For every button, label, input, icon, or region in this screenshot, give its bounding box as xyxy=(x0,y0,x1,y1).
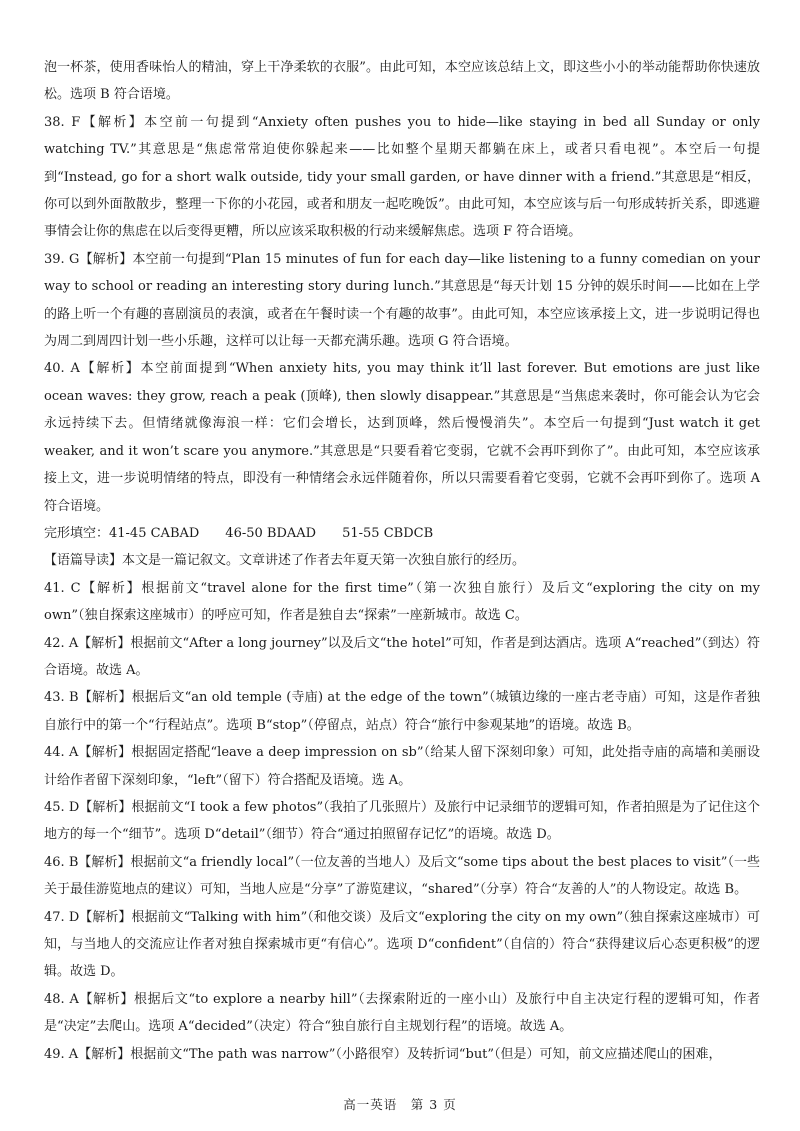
paragraph-q44: 44. A【解析】根据固定搭配“leave a deep impression on sb”（给某人留下深刻印象）可知，此处指寺庙的高墙和美丽设计给作者留下深刻印象，“left”（留下）符合搭配及语境。选 A。 xyxy=(44,745,760,788)
page-footer: 高一英语 第 3 页 xyxy=(343,1097,457,1112)
paragraph-q47: 47. D【解析】根据前文“Talking with him”（和他交谈）及后文“exploring the city on my own”（独自探索这座城市）可知，与当地人的交流应让作者对独自探索城市更“有信心”。选项 D“confident”（自信的）符合“获得建议后心态更积极”的逻辑。故选 D。 xyxy=(44,909,760,980)
paragraph-q38: 38. F【解析】本空前一句提到“Anxiety often pushes you to hide—like staying in bed all Sunday or only watching TV.”其意思是“焦虑常常迫使你躲起来——比如整个星期天都躺在床上，或者只看电视”。本空后一句提到“Instead, go for a short walk outside, tidy your small garden, or have dinner with a friend.”其意思是“相反，你可以到外面散散步，整理一下你的小花园，或者和朋友一起吃晚饭”。由此可知，本空应该与后一句形成转折关系，即逃避事情会让你的焦虑在以后变得更糟，所以应该采取积极的行动来缓解焦虑。选项 F 符合语境。 xyxy=(44,114,760,240)
paragraph-q42: 42. A【解析】根据前文“After a long journey”以及后文“the hotel”可知，作者是到达酒店。选项 A“reached”（到达）符合语境。故选 A。 xyxy=(44,635,760,678)
paragraph-q49: 49. A【解析】根据前文“The path was narrow”（小路很窄）及转折词“but”（但是）可知，前文应描述爬山的困难， xyxy=(44,1046,722,1062)
answer-explanations xyxy=(44,54,760,1068)
paragraph-q40: 40. A【解析】本空前面提到“When anxiety hits, you may think it’ll last forever. But emotions are just like ocean waves: they grow, reach a peak (顶峰), then slowly disappear.”其意思是“当焦虑来袭时，你可能会认为它会永远持续下去。但情绪就像海浪一样：它们会增长，达到顶峰，然后慢慢消失”。本空后一句提到“Just watch it get weaker, and it won’t scare you anymore.”其意思是“只要看着它变弱，它就不会再吓到你了”。由此可知，本空应该承接上文，进一步说明情绪的特点，即没有一种情绪会永远伴随着你，所以只需要看着它变弱，它就不会再吓到你了。选项 A 符合语境。 xyxy=(44,361,760,514)
paragraph-q45: 45. D【解析】根据前文“I took a few photos”（我拍了几张照片）及旅行中记录细节的逻辑可知，作者拍照是为了记住这个地方的每一个“细节”。选项 D“detail”（细节）符合“通过拍照留存记忆”的语境。故选 D。 xyxy=(44,799,760,843)
paragraph-q39: 39. G【解析】本空前一句提到“Plan 15 minutes of fun for each day—like listening to a funny comedian on your way to school or reading an interesting story during lunch.”其意思是“每天计划 15 分钟的娱乐时间——比如在上学的路上听一个有趣的喜剧演员的表演，或者在午餐时读一个有趣的故事”。由此可知，本空应该承接上文，进一步说明记得也为周二到周四计划一些小乐趣，这样可以让每一天都充满乐趣。选项 G 符合语境。 xyxy=(44,251,760,350)
passage-guide: 【语篇导读】本文是一篇记叙文。文章讲述了作者去年夏天第一次独自旅行的经历。 xyxy=(44,553,526,569)
paragraph-q41: 41. C【解析】根据前文“travel alone for the first time”（第一次独自旅行）及后文“exploring the city on my own”（独自探索这座城市）的呼应可知，作者是独自去“探索”一座新城市。故选 C。 xyxy=(44,580,760,624)
paragraph-q46: 46. B【解析】根据前文“a friendly local”（一位友善的当地人）及后文“some tips about the best places to visit”（一些关于最佳游览地点的建议）可知，当地人应是“分享”了游览建议，“shared”（分享）符合“友善的人”的人物设定。故选 B。 xyxy=(44,854,760,898)
paragraph-continuation: 泡一杯茶，使用香味怡人的精油，穿上干净柔软的衣服”。由此可知，本空应该总结上文，即这些小小的举动能帮助你快速放松。选项 B 符合语境。 xyxy=(44,60,760,103)
paragraph-q48: 48. A【解析】根据后文“to explore a nearby hill”（去探索附近的一座小山）及旅行中自主决定行程的逻辑可知，作者是“决定”去爬山。选项 A“decided”（决定）符合“独自旅行自主规划行程”的语境。故选 A。 xyxy=(44,991,760,1035)
paragraph-q43: 43. B【解析】根据后文“an old temple (寺庙) at the edge of the town”（城镇边缘的一座古老寺庙）可知，这是作者独自旅行中的第一个“行程站点”。选项 B“stop”（停留点，站点）符合“旅行中参观某地”的语境。故选 B。 xyxy=(44,690,760,733)
cloze-answer-key: 完形填空：41-45 CABAD 46-50 BDAAD 51-55 CBDCB xyxy=(44,525,434,541)
